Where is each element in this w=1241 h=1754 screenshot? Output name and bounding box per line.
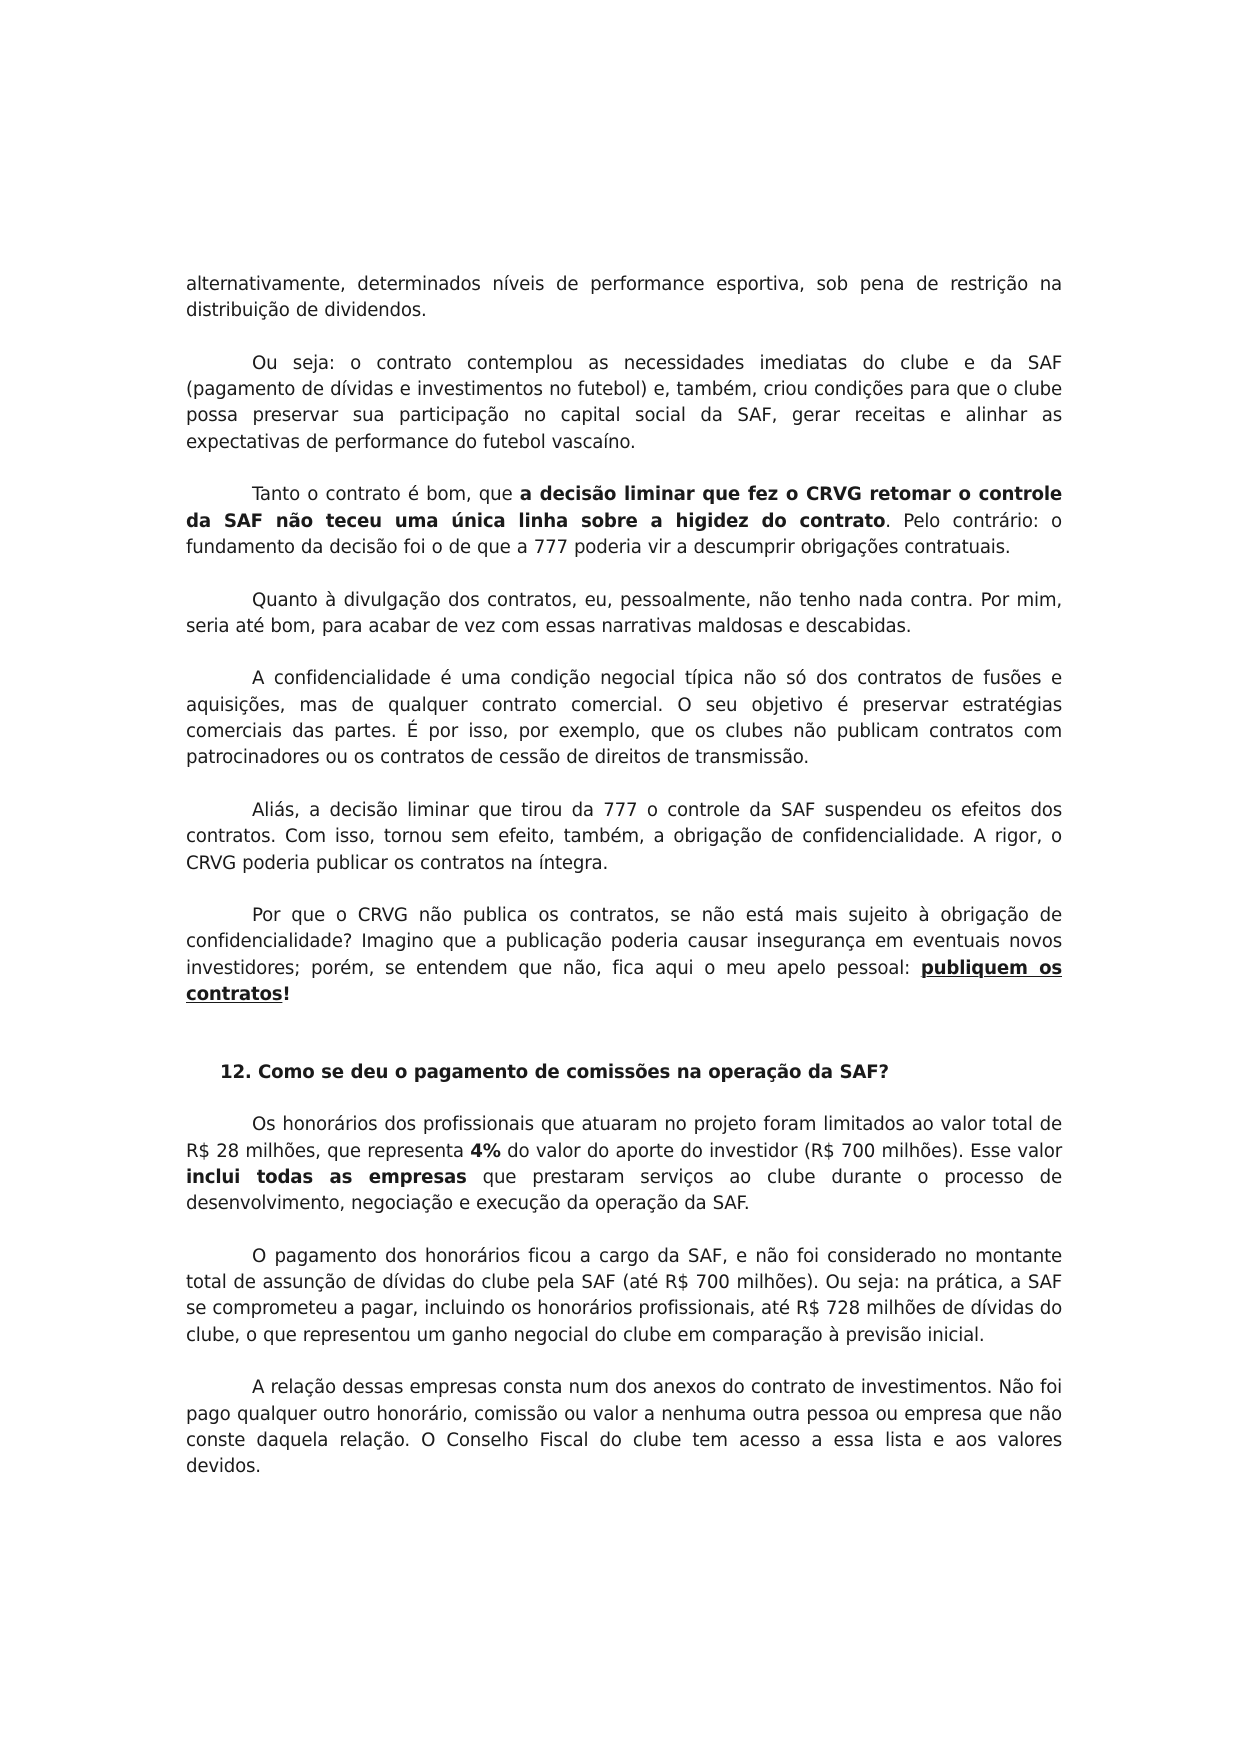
text-run: que prestaram serviços ao clube durante o processo de desenvolvimento, negociação e execução da operação da SAF. bbox=[186, 1166, 1063, 1215]
emphasis-underlined: publiquem os contratos bbox=[186, 957, 1062, 1006]
text-run: Os honorários dos profissionais que atuaram no projeto foram limitados ao valor total de R$ 28 milhões, que representa bbox=[186, 1114, 1062, 1162]
text-run: Aliás, a decisão liminar que tirou da 777 o controle da SAF suspendeu os efeitos dos contratos. Com isso, tornou sem efeito, também, a obrigação de confidencialidade. A rigor, o CRVG poderia publicar os contratos na íntegra. bbox=[186, 799, 1062, 874]
paragraph bbox=[186, 1244, 1062, 1349]
section-number: 12. bbox=[220, 1062, 252, 1084]
text-run: . Pelo contrário: o fundamento da decisão foi o de que a 777 poderia vir a descumprir obrigações contratuais. bbox=[186, 510, 1062, 558]
text-run: A confidencialidade é uma condição negocial típica não só dos contratos de fusões e aquisições, mas de qualquer contrato comercial. O seu objetivo é preservar estratégias comerciais das partes. É por isso, por exemplo, que os clubes não publicam contratos com patrocinadores ou os contratos de cessão de direitos de transmissão. bbox=[186, 668, 1062, 769]
paragraph bbox=[186, 272, 1062, 325]
text-run: alternativamente, determinados níveis de performance esportiva, sob pena de restrição na distribuição de dividendos. bbox=[186, 274, 1062, 322]
text-run: O pagamento dos honorários ficou a cargo da SAF, e não foi considerado no montante total de assunção de dívidas do clube pela SAF (até R$ 700 milhões). Ou seja: na prática, a SAF se comprometeu a pagar, incluindo os honorários profissionais, até R$ 728 milhões de dívidas do clube, o que representou um ganho negocial do clube em comparação à previsão inicial. bbox=[186, 1245, 1062, 1346]
text-run: Ou seja: o contrato contemplou as necessidades imediatas do clube e da SAF (pagamento de dívidas e investimentos no futebol) e, também, criou condições para que o clube possa preservar sua participação no capital social da SAF, gerar receitas e alinhar as expectativas de performance do futebol vascaíno. bbox=[186, 352, 1062, 453]
paragraph bbox=[186, 903, 1062, 1008]
body-text-after-section bbox=[186, 1112, 1062, 1480]
document-page bbox=[186, 272, 1062, 1480]
emphasis-bold: ! bbox=[282, 984, 291, 1006]
paragraph bbox=[186, 798, 1062, 877]
text-run: Quanto à divulgação dos contratos, eu, pessoalmente, não tenho nada contra. Por mim, seria até bom, para acabar de vez com essas narrativas maldosas e descabidas. bbox=[186, 589, 1062, 637]
body-text-before-section bbox=[186, 272, 1062, 1008]
paragraph bbox=[186, 482, 1062, 561]
emphasis-bold: 4% bbox=[470, 1140, 501, 1162]
paragraph bbox=[186, 666, 1062, 771]
text-run: Tanto o contrato é bom, que bbox=[252, 484, 520, 506]
section-title: Como se deu o pagamento de comissões na operação da SAF? bbox=[258, 1062, 889, 1084]
emphasis-bold: inclui todas as empresas bbox=[186, 1166, 467, 1188]
emphasis-bold: a decisão liminar que fez o CRVG retomar o controle da SAF não teceu uma única linha sobre a higidez do contrato bbox=[186, 484, 1062, 532]
paragraph bbox=[186, 1112, 1062, 1217]
text-run: Por que o CRVG não publica os contratos, se não está mais sujeito à obrigação de confidencialidade? Imagino que a publicação poderia causar insegurança em eventuais novos investidores; porém, se entendem que não, fica aqui o meu apelo pessoal: bbox=[186, 905, 1062, 979]
paragraph bbox=[186, 351, 1062, 456]
section-heading bbox=[220, 1060, 1062, 1086]
paragraph bbox=[186, 1375, 1062, 1480]
text-run: do valor do aporte do investidor (R$ 700 milhões). Esse valor bbox=[500, 1140, 1062, 1162]
paragraph bbox=[186, 588, 1062, 641]
text-run: A relação dessas empresas consta num dos anexos do contrato de investimentos. Não foi pago qualquer outro honorário, comissão ou valor a nenhuma outra pessoa ou empresa que não conste daquela relação. O Conselho Fiscal do clube tem acesso a essa lista e aos valores devidos. bbox=[186, 1377, 1062, 1478]
